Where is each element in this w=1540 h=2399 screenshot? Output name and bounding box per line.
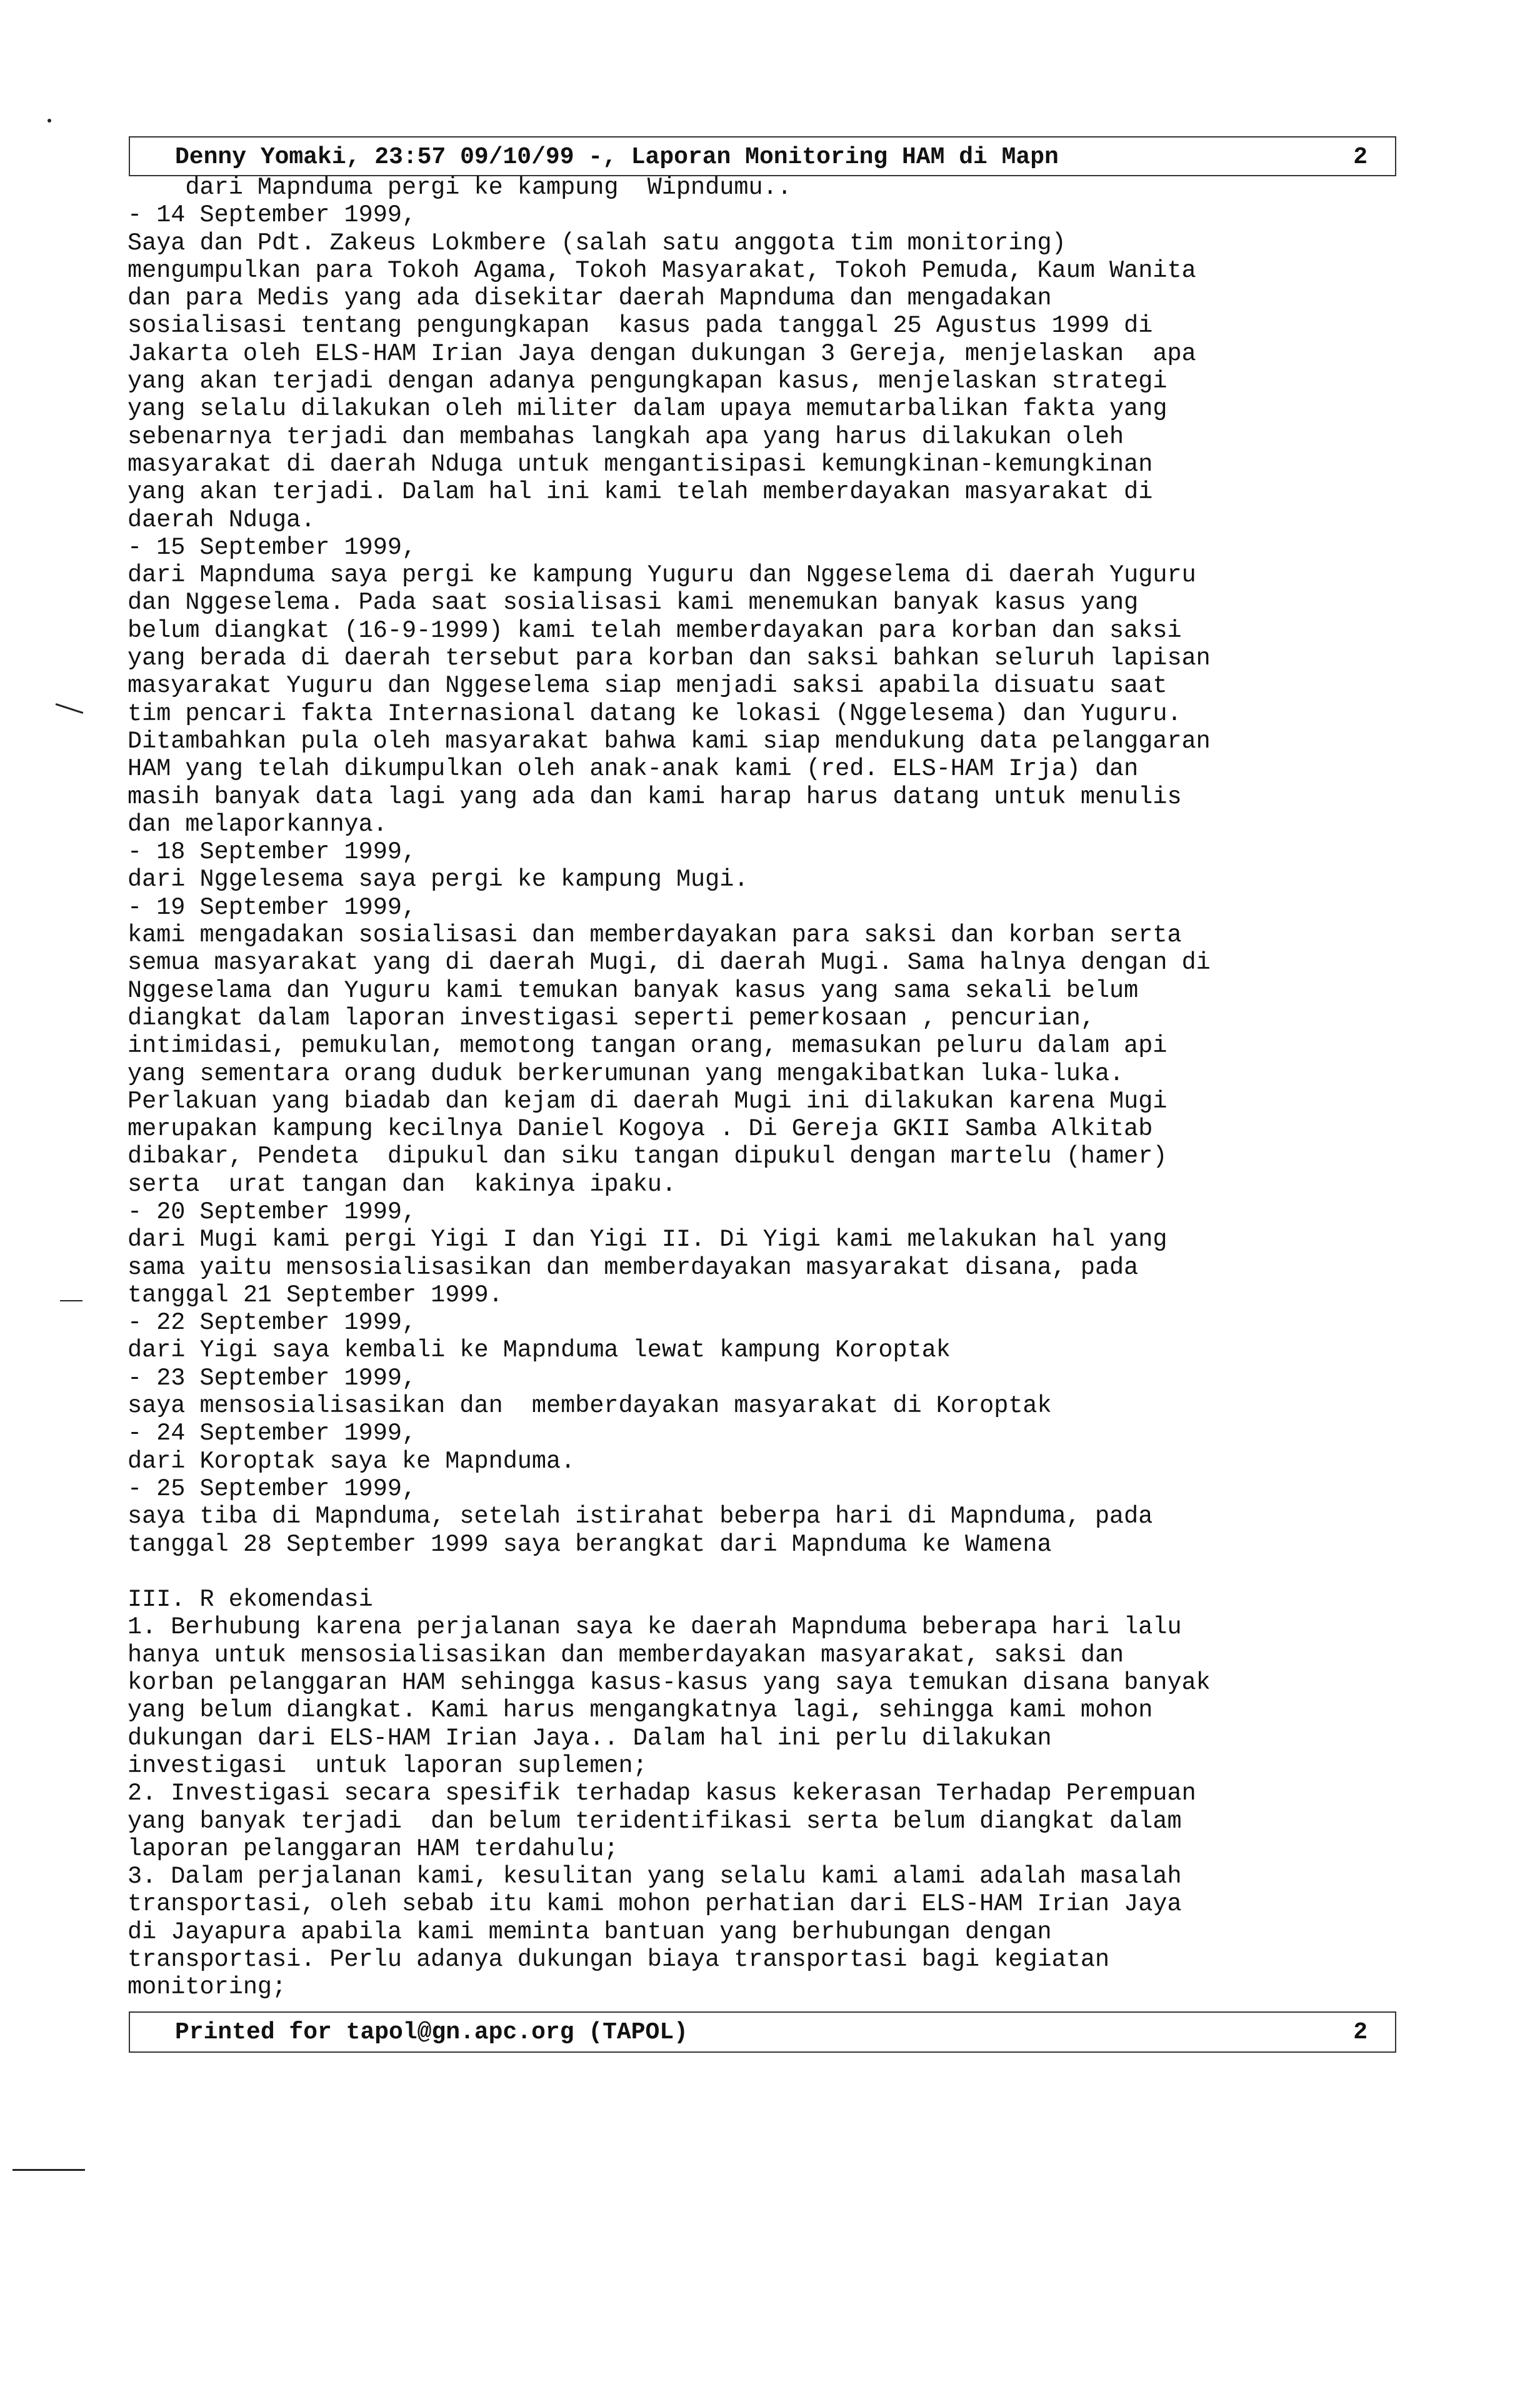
text-line: tanggal 28 September 1999 saya berangkat dari Mapnduma ke Wamena: [128, 1530, 1052, 1558]
text-line: semua masyarakat yang di daerah Mugi, di daerah Mugi. Sama halnya dengan di: [128, 949, 1211, 977]
text-line: dari Yigi saya kembali ke Mapnduma lewat kampung Koroptak: [128, 1336, 951, 1365]
text-line: laporan pelanggaran HAM terdahulu;: [128, 1835, 619, 1863]
scan-mark: [60, 1300, 82, 1301]
text-line: HAM yang telah dikumpulkan oleh anak-anak kami (red. ELS-HAM Irja) dan: [128, 755, 1139, 783]
text-line: belum diangkat (16-9-1999) kami telah memberdayakan para korban dan saksi: [128, 616, 1182, 644]
text-line: 2. Investigasi secara spesifik terhadap kasus kekerasan Terhadap Perempuan: [128, 1780, 1196, 1808]
header-page-number: 2: [1353, 144, 1368, 171]
text-line: dari Nggelesema saya pergi ke kampung Mugi.: [128, 866, 749, 894]
text-line: dukungan dari ELS-HAM Irian Jaya.. Dalam hal ini perlu dilakukan: [128, 1724, 1052, 1752]
text-line: sebenarnya terjadi dan membahas langkah apa yang harus dilakukan oleh: [128, 423, 1124, 451]
text-line: monitoring;: [128, 1973, 287, 2001]
footer-text: Printed for tapol@gn.apc.org (TAPOL): [175, 2019, 688, 2046]
text-line: kami mengadakan sosialisasi dan memberdayakan para saksi dan korban serta: [128, 921, 1182, 949]
text-line: dari Mapnduma saya pergi ke kampung Yuguru dan Nggeselema di daerah Yuguru: [128, 561, 1196, 589]
text-line: yang akan terjadi. Dalam hal ini kami telah memberdayakan masyarakat di: [128, 478, 1153, 506]
text-line: dan melaporkannya.: [128, 810, 388, 838]
text-line: daerah Nduga.: [128, 506, 316, 534]
text-line: intimidasi, pemukulan, memotong tangan orang, memasukan peluru dalam api: [128, 1032, 1168, 1060]
scan-mark: [12, 2169, 85, 2171]
text-line: - 24 September 1999,: [128, 1420, 417, 1448]
text-line: - 18 September 1999,: [128, 838, 417, 866]
text-line: Ditambahkan pula oleh masyarakat bahwa kami siap mendukung data pelanggaran: [128, 727, 1211, 755]
text-line: saya tiba di Mapnduma, setelah istirahat beberpa hari di Mapnduma, pada: [128, 1503, 1153, 1531]
text-line: Jakarta oleh ELS-HAM Irian Jaya dengan dukungan 3 Gereja, menjelaskan apa: [128, 339, 1196, 368]
text-line: korban pelanggaran HAM sehingga kasus-kasus yang saya temukan disana banyak: [128, 1669, 1211, 1697]
text-line: tanggal 21 September 1999.: [128, 1281, 503, 1309]
text-line: dan para Medis yang ada disekitar daerah Mapnduma dan mengadakan: [128, 284, 1052, 313]
text-line: saya mensosialisasikan dan memberdayakan masyarakat di Koroptak: [128, 1392, 1052, 1420]
text-line: investigasi untuk laporan suplemen;: [128, 1751, 648, 1780]
page-footer: [129, 2011, 1396, 2053]
text-line: masih banyak data lagi yang ada dan kami harap harus datang untuk menulis: [128, 783, 1182, 811]
text-line: 3. Dalam perjalanan kami, kesulitan yang selalu kami alami adalah masalah: [128, 1863, 1182, 1891]
text-line: dari Koroptak saya ke Mapnduma.: [128, 1447, 576, 1475]
text-line: - 19 September 1999,: [128, 893, 417, 921]
text-line: dari Mugi kami pergi Yigi I dan Yigi II. Di Yigi kami melakukan hal yang: [128, 1226, 1168, 1254]
text-line: - 22 September 1999,: [128, 1309, 417, 1337]
page-header: [129, 136, 1396, 176]
text-line: yang selalu dilakukan oleh militer dalam upaya memutarbalikan fakta yang: [128, 395, 1168, 423]
text-line: - 14 September 1999,: [128, 201, 417, 229]
text-line: diangkat dalam laporan investigasi seperti pemerkosaan , pencurian,: [128, 1004, 1095, 1032]
text-line: dibakar, Pendeta dipukul dan siku tangan dipukul dengan martelu (hamer): [128, 1143, 1168, 1171]
text-line: yang belum diangkat. Kami harus mengangkatnya lagi, sehingga kami mohon: [128, 1696, 1153, 1725]
text-line: tim pencari fakta Internasional datang ke lokasi (Nggelesema) dan Yuguru.: [128, 699, 1182, 728]
text-line: - 25 September 1999,: [128, 1475, 417, 1503]
text-line: hanya untuk mensosialisasikan dan memberdayakan masyarakat, saksi dan: [128, 1641, 1124, 1669]
text-line: masyarakat Yuguru dan Nggeselema siap menjadi saksi apabila disuatu saat: [128, 672, 1168, 700]
text-line: Saya dan Pdt. Zakeus Lokmbere (salah satu anggota tim monitoring): [128, 229, 1066, 257]
footer-page-number: 2: [1353, 2019, 1368, 2046]
text-line: transportasi, oleh sebab itu kami mohon perhatian dari ELS-HAM Irian Jaya: [128, 1890, 1182, 1918]
text-line: yang akan terjadi dengan adanya pengungkapan kasus, menjelaskan strategi: [128, 368, 1168, 396]
text-line: merupakan kampung kecilnya Daniel Kogoya . Di Gereja GKII Samba Alkitab: [128, 1115, 1153, 1143]
text-line: sosialisasi tentang pengungkapan kasus pada tanggal 25 Agustus 1999 di: [128, 312, 1153, 340]
text-line: Perlakuan yang biadab dan kejam di daerah Mugi ini dilakukan karena Mugi: [128, 1087, 1168, 1115]
text-line: Nggeselama dan Yuguru kami temukan banyak kasus yang sama sekali belum: [128, 976, 1139, 1004]
text-line: 1. Berhubung karena perjalanan saya ke daerah Mapnduma beberapa hari lalu: [128, 1613, 1182, 1641]
text-line: - 15 September 1999,: [128, 533, 417, 561]
text-line: yang berada di daerah tersebut para korban dan saksi bahkan seluruh lapisan: [128, 644, 1211, 673]
text-line: [128, 1558, 1402, 1586]
text-line: sama yaitu mensosialisasikan dan memberdayakan masyarakat disana, pada: [128, 1253, 1139, 1281]
text-line: di Jayapura apabila kami meminta bantuan yang berhubungan dengan: [128, 1918, 1052, 1946]
text-line: - 20 September 1999,: [128, 1198, 417, 1226]
header-title: Denny Yomaki, 23:57 09/10/99 -, Laporan Monitoring HAM di Mapn: [175, 144, 1059, 171]
text-line: transportasi. Perlu adanya dukungan biaya transportasi bagi kegiatan: [128, 1946, 1110, 1973]
text-line: yang banyak terjadi dan belum teridentifikasi serta belum diangkat dalam: [128, 1807, 1182, 1835]
scan-mark: [56, 703, 84, 714]
text-line: serta urat tangan dan kakinya ipaku.: [128, 1170, 676, 1198]
text-line: masyarakat di daerah Nduga untuk mengantisipasi kemungkinan-kemungkinan: [128, 450, 1153, 478]
document-body: [128, 174, 1402, 2399]
text-line: - 23 September 1999,: [128, 1364, 417, 1392]
scan-mark: [48, 119, 51, 123]
text-line: dan Nggeselema. Pada saat sosialisasi kami menemukan banyak kasus yang: [128, 589, 1139, 617]
text-line: dari Mapnduma pergi ke kampung Wipndumu..: [128, 174, 792, 201]
text-line: III. R ekomendasi: [128, 1586, 373, 1614]
text-line: yang sementara orang duduk berkerumunan yang mengakibatkan luka-luka.: [128, 1059, 1124, 1088]
text-line: mengumpulkan para Tokoh Agama, Tokoh Masyarakat, Tokoh Pemuda, Kaum Wanita: [128, 256, 1196, 284]
